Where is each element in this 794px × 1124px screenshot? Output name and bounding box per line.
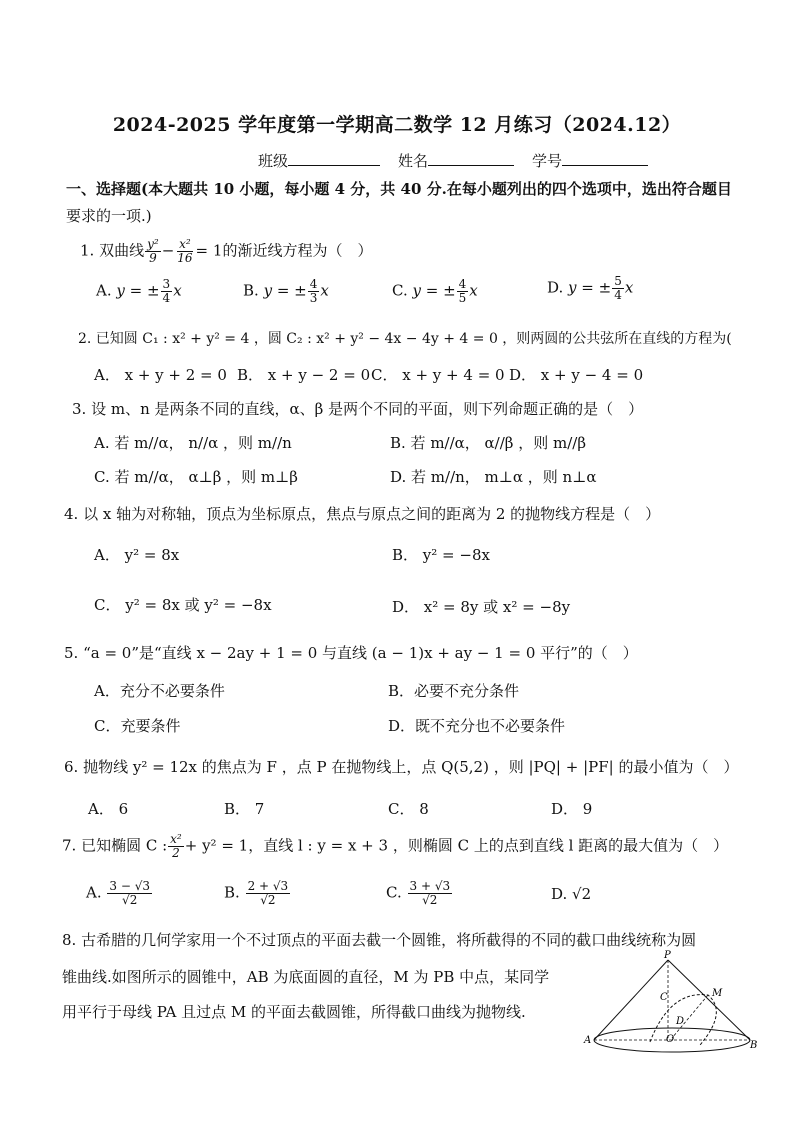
label-c: C — [660, 992, 668, 1003]
q7-option-c[interactable]: C. $\frac{3 + √3}{√2}$ — [386, 879, 451, 907]
question-5-stem: 5. “a = 0”是“直线 x − 2ay + 1 = 0 与直线 (a − 1)x + ay − 1 = 0 平行”的（ ） — [64, 644, 638, 662]
class-field[interactable] — [258, 150, 380, 171]
question-3-stem: 3. 设 m、n 是两条不同的直线，α、β 是两个不同的平面，则下列命题正确的是（ ） — [72, 400, 644, 418]
q5-option-c[interactable]: C．充要条件 — [94, 717, 181, 735]
q1-option-b[interactable]: B. y = ± $\frac{4}{3}$ x — [243, 277, 329, 305]
label-p: P — [664, 950, 671, 961]
question-4-stem: 4. 以 x 轴为对称轴，顶点为坐标原点，焦点与原点之间的距离为 2 的抛物线方程是（ ） — [64, 505, 661, 523]
q4-option-c[interactable]: C． y² = 8x 或 y² = −8x — [94, 596, 272, 614]
q1-option-c[interactable]: C. y = ± $\frac{4}{5}$ x — [392, 277, 478, 305]
name-label: 姓名 — [398, 152, 429, 170]
number-label: 学号 — [532, 152, 563, 170]
q1-option-d[interactable]: D. y = ± $\frac{5}{4}$ x — [547, 274, 634, 302]
number-field[interactable] — [532, 150, 648, 171]
page-title: 2024-2025 学年度第一学期高二数学 12 月练习（2024.12） — [112, 114, 682, 136]
q7-option-d[interactable]: D. √2 — [551, 885, 592, 903]
q6-option-a[interactable]: A． 6 — [88, 800, 129, 818]
section-heading-line1: 一、选择题(本大题共 10 小题，每小题 4 分，共 40 分.在每小题列出的四个选项中，选出符合题目 — [66, 180, 732, 198]
q7-option-b[interactable]: B. $\frac{2 + √3}{√2}$ — [224, 879, 289, 907]
q4-option-d[interactable]: D． x² = 8y 或 x² = −8y — [392, 598, 571, 616]
question-7-stem: 7. 已知椭圆 C : $\frac{\text{x²}}{2}$ + y² = 1，直线 l : y = x + 3 ，则椭圆 C 上的点到直线 l 距离的最大值为（ ） — [62, 832, 729, 860]
question-8-line1: 8. 古希腊的几何学家用一个不过顶点的平面去截一个圆锥，将所截得的不同的截口曲线统称为圆 — [62, 931, 697, 949]
section-heading-line2: 要求的一项.) — [66, 207, 152, 225]
q5-option-b[interactable]: B．必要不充分条件 — [388, 682, 520, 700]
q2-option-b[interactable]: B． x + y − 2 = 0 — [237, 366, 371, 384]
question-1-stem: 1. 双曲线 $\frac{\text{y²}}{9}$ − $\frac{\text{x²}}{16}$ = 1的渐近线方程为（ ） — [80, 237, 373, 265]
q1-option-a[interactable]: A. y = ± $\frac{3}{4}$ x — [96, 277, 182, 305]
frac-y2-9: $\frac{\text{y²}}{9}$ — [147, 237, 159, 265]
q7-option-a[interactable]: A. $\frac{3 - √3}{√2}$ — [86, 879, 150, 907]
question-8-line3: 用平行于母线 PA 且过点 M 的平面去截圆锥，所得截口曲线为抛物线. — [62, 1003, 526, 1021]
q3-option-d[interactable]: D. 若 m//n， m⊥α ，则 n⊥α — [390, 468, 597, 486]
q5-option-d[interactable]: D．既不充分也不必要条件 — [388, 717, 566, 735]
label-o: O — [666, 1034, 675, 1045]
question-6-stem: 6. 抛物线 y² = 12x 的焦点为 F ，点 P 在抛物线上，点 Q(5,2) ，则 |PQ| + |PF| 的最小值为（ ） — [64, 758, 739, 776]
name-field[interactable] — [398, 150, 514, 171]
cone-figure — [580, 950, 760, 1060]
q3-option-b[interactable]: B. 若 m//α， α//β ，则 m//β — [390, 434, 587, 452]
q6-option-c[interactable]: C． 8 — [388, 800, 429, 818]
label-m: M — [712, 988, 723, 999]
q4-option-a[interactable]: A． y² = 8x — [94, 546, 180, 564]
question-2-stem: 2. 已知圆 C₁ : x² + y² = 4 ，圆 C₂ : x² + y² − 4x − 4y + 4 = 0 ，则两圆的公共弦所在直线的方程为( — [78, 331, 732, 347]
q3-option-c[interactable]: C. 若 m//α， α⊥β ，则 m⊥β — [94, 468, 298, 486]
q3-option-a[interactable]: A. 若 m//α， n//α ，则 m//n — [94, 434, 292, 452]
q6-option-b[interactable]: B． 7 — [224, 800, 265, 818]
question-8-line2: 锥曲线.如图所示的圆锥中，AB 为底面圆的直径，M 为 PB 中点，某同学 — [62, 968, 550, 986]
q5-option-a[interactable]: A．充分不必要条件 — [94, 682, 225, 700]
q2-option-a[interactable]: A． x + y + 2 = 0 — [94, 366, 227, 384]
frac-x2-16: $\frac{\text{x²}}{16}$ — [177, 237, 193, 265]
q2-option-c[interactable]: C． x + y + 4 = 0 — [371, 366, 505, 384]
q6-option-d[interactable]: D． 9 — [551, 800, 593, 818]
class-label: 班级 — [258, 152, 289, 170]
q4-option-b[interactable]: B． y² = −8x — [392, 546, 490, 564]
label-a: A — [584, 1035, 592, 1046]
label-d: D — [676, 1016, 685, 1027]
q2-option-d[interactable]: D． x + y − 4 = 0 — [509, 366, 644, 384]
label-b: B — [750, 1040, 758, 1051]
